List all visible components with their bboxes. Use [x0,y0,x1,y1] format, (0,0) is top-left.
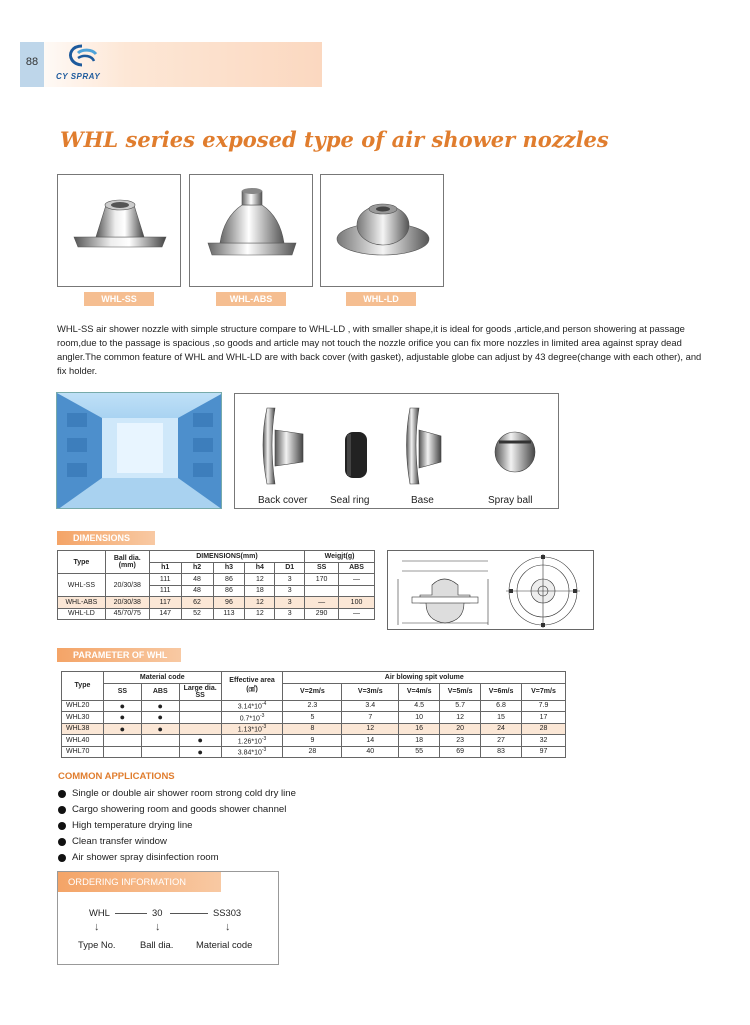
down-arrow-icon: ↓ [225,921,231,933]
order-code-material: SS303 [213,907,242,918]
col-volume: Air blowing spit volume [283,672,566,684]
product-image-whl-ss [57,174,181,287]
list-item-text: Clean transfer window [72,836,167,847]
product-label-whl-ld: WHL-LD [346,292,416,306]
list-item [58,786,296,802]
cell-type: WHL30 [62,712,104,724]
col-h2: h2 [181,562,213,574]
col-ball-dia: Ball dia.(mm) [105,551,149,574]
cell-volume: 15 [481,712,522,724]
cell-volume: 17 [522,712,566,724]
cell-material [141,735,179,747]
cell-type: WHL20 [62,700,104,712]
bullet-icon [58,790,66,798]
cell-material [141,746,179,758]
seal-ring-part [345,432,367,478]
applications-list [58,786,296,866]
order-label-type: Type No. [78,939,116,950]
cell-type: WHL-ABS [58,597,106,609]
cell: 290 [305,608,339,620]
cell-area [221,735,283,747]
product-image-whl-abs [189,174,313,287]
cell-area [221,723,283,735]
cell-material: ● [103,723,141,735]
cell: 96 [213,597,245,609]
cell: 3 [275,574,305,586]
cell-type: WHL-SS [58,574,106,597]
cell-volume: 97 [522,746,566,758]
cell: 48 [181,585,213,597]
cell: 100 [339,597,375,609]
col-v2: V=2m/s [283,683,342,700]
cell-volume: 28 [283,746,342,758]
brand-name: CY SPRAY [56,72,101,81]
cell-material [103,735,141,747]
cell-type: WHL38 [62,723,104,735]
down-arrow-icon: ↓ [155,921,161,933]
cell-volume: 28 [522,723,566,735]
area-value: 0.7*10 [239,714,260,722]
ordering-header: ORDERING INFORMATION [58,872,221,892]
cell: 62 [181,597,213,609]
col-material: Material code [103,672,221,684]
back-cover-part [263,408,303,484]
cell-volume: 32 [522,735,566,747]
table-row [62,712,566,724]
area-value: 1.26*10 [237,737,262,745]
product-label-whl-ss: WHL-SS [84,292,154,306]
cell: 147 [149,608,181,620]
col-effective-area [221,672,283,701]
col-ss: SS [103,683,141,700]
cell-volume: 5 [283,712,342,724]
cell: 3 [275,585,305,597]
part-label-seal-ring: Seal ring [330,495,370,506]
separator-line [170,913,208,914]
list-item [58,818,296,834]
list-item [58,834,296,850]
cell-material: ● [141,723,179,735]
cell-material: ● [179,746,221,758]
cell-type: WHL40 [62,735,104,747]
col-h1: h1 [149,562,181,574]
table-row [62,700,566,712]
cell: 117 [149,597,181,609]
cell-area [221,700,283,712]
cell-volume: 14 [342,735,399,747]
table-row [62,723,566,735]
col-v3: V=3m/s [342,683,399,700]
cell-volume: 5.7 [440,700,481,712]
col-h4: h4 [245,562,275,574]
area-exponent: -4 [261,701,267,708]
cell-volume: 10 [399,712,440,724]
separator-line [115,913,147,914]
cell: 111 [149,585,181,597]
cell-material: ● [103,700,141,712]
table-row [58,597,375,609]
table-row [58,574,375,586]
list-item-text: Single or double air shower room strong cold dry line [72,788,296,799]
nozzle-parts-panel [234,393,559,509]
cell-material: ● [179,735,221,747]
cell: 52 [181,608,213,620]
cell-volume: 83 [481,746,522,758]
list-item-text: Cargo showering room and goods shower channel [72,804,287,815]
cell-ball: 20/30/38 [105,574,149,597]
col-v7: V=7m/s [522,683,566,700]
cell-volume: 23 [440,735,481,747]
technical-drawing [387,550,594,630]
air-shower-room-photo [56,392,222,509]
order-label-ball: Ball dia. [140,939,174,950]
cy-spray-logo-icon [64,44,100,68]
cell-volume: 55 [399,746,440,758]
part-label-spray-ball: Spray ball [488,495,533,506]
col-v6: V=6m/s [481,683,522,700]
base-part [407,408,442,484]
part-label-base: Base [411,495,434,506]
cell: — [339,574,375,586]
parameter-header: PARAMETER OF WHL [57,648,181,662]
bullet-icon [58,838,66,846]
spray-ball-part [495,432,535,472]
cell-type: WHL-LD [58,608,106,620]
cell-volume: 9 [283,735,342,747]
cell-material [103,746,141,758]
cell-type: WHL70 [62,746,104,758]
list-item [58,850,296,866]
part-label-back-cover: Back cover [258,495,308,506]
col-weight: Weigjt(g) [305,551,375,563]
col-type: Type [62,672,104,701]
cell-volume: 27 [481,735,522,747]
area-exponent: -3 [259,712,265,719]
cell-material [179,712,221,724]
ordering-info-box [57,871,279,965]
cell-volume: 4.5 [399,700,440,712]
cell-volume: 8 [283,723,342,735]
area-value: 3.84*10 [237,749,262,757]
cell-volume: 2.3 [283,700,342,712]
col-dimensions: DIMENSIONS(mm) [149,551,304,563]
cell: 3 [275,608,305,620]
dimensions-header: DIMENSIONS [57,531,155,545]
cell: 12 [245,597,275,609]
bullet-icon [58,806,66,814]
cell-volume: 12 [440,712,481,724]
cell-volume: 12 [342,723,399,735]
order-code-ball: 30 [152,907,163,918]
down-arrow-icon: ↓ [94,921,100,933]
cell-area [221,712,283,724]
cell-volume: 16 [399,723,440,735]
col-ss: SS [305,562,339,574]
cell-volume: 40 [342,746,399,758]
order-label-material: Material code [196,939,253,950]
bullet-icon [58,854,66,862]
col-abs: ABS [339,562,375,574]
area-label: Effective area [229,677,275,685]
table-row [58,608,375,620]
list-item-text: Air shower spray disinfection room [72,852,219,863]
cell: 111 [149,574,181,586]
cell [305,585,339,597]
product-description: WHL-SS air shower nozzle with simple structure compare to WHL-LD , with smaller shape,it is ideal for goods ,article,and person showering at passage room,due to the passage is spacious ,so goods and article may not touch the nozzle orifice you can fix more nozzles in limited area against spray dead angler.The common feature of WHL and WHL-LD are with back cover (with gasket), adjustable globe can adjust by 43 degree(change with each other), and fix holder. [57,323,702,376]
col-abs: ABS [141,683,179,700]
cell: 12 [245,608,275,620]
cell-volume: 7.9 [522,700,566,712]
col-type: Type [58,551,106,574]
cell-area [221,746,283,758]
parameter-table [61,671,566,758]
cell: 48 [181,574,213,586]
order-code-type: WHL [89,907,110,918]
cell-ball: 45/70/75 [105,608,149,620]
cell: 3 [275,597,305,609]
area-exponent: -3 [261,724,267,731]
cell: 86 [213,574,245,586]
cell-material [179,723,221,735]
cell-ball: 20/30/38 [105,597,149,609]
cell-material: ● [103,712,141,724]
cell: 170 [305,574,339,586]
cell-material: ● [141,712,179,724]
area-exponent: -3 [261,735,267,742]
cell: — [339,608,375,620]
product-image-whl-ld [320,174,444,287]
cell-volume: 69 [440,746,481,758]
table-row [62,746,566,758]
cell: — [305,597,339,609]
cell-volume: 6.8 [481,700,522,712]
list-item [58,802,296,818]
cell-volume: 18 [399,735,440,747]
area-exponent: -3 [261,747,267,754]
cell-material: ● [141,700,179,712]
bullet-icon [58,822,66,830]
cell-material [179,700,221,712]
cell: 18 [245,585,275,597]
cell [339,585,375,597]
cell-volume: 7 [342,712,399,724]
cell-volume: 24 [481,723,522,735]
col-h3: h3 [213,562,245,574]
area-value: 3.14*10 [237,703,262,711]
cell: 113 [213,608,245,620]
cell-volume: 3.4 [342,700,399,712]
table-row [62,735,566,747]
page-number: 88 [20,42,44,87]
applications-header: COMMON APPLICATIONS [58,771,175,782]
cell: 12 [245,574,275,586]
dimensions-table [57,550,375,620]
cell: 86 [213,585,245,597]
cell-volume: 20 [440,723,481,735]
area-unit: (㎠) [246,686,258,694]
col-large-ss: Large dia. SS [179,683,221,700]
col-d1: D1 [275,562,305,574]
area-value: 1.13*10 [237,726,262,734]
product-label-whl-abs: WHL-ABS [216,292,286,306]
page-title: WHL series exposed type of air shower nozzles [60,127,609,152]
list-item-text: High temperature drying line [72,820,193,831]
col-v5: V=5m/s [440,683,481,700]
col-v4: V=4m/s [399,683,440,700]
